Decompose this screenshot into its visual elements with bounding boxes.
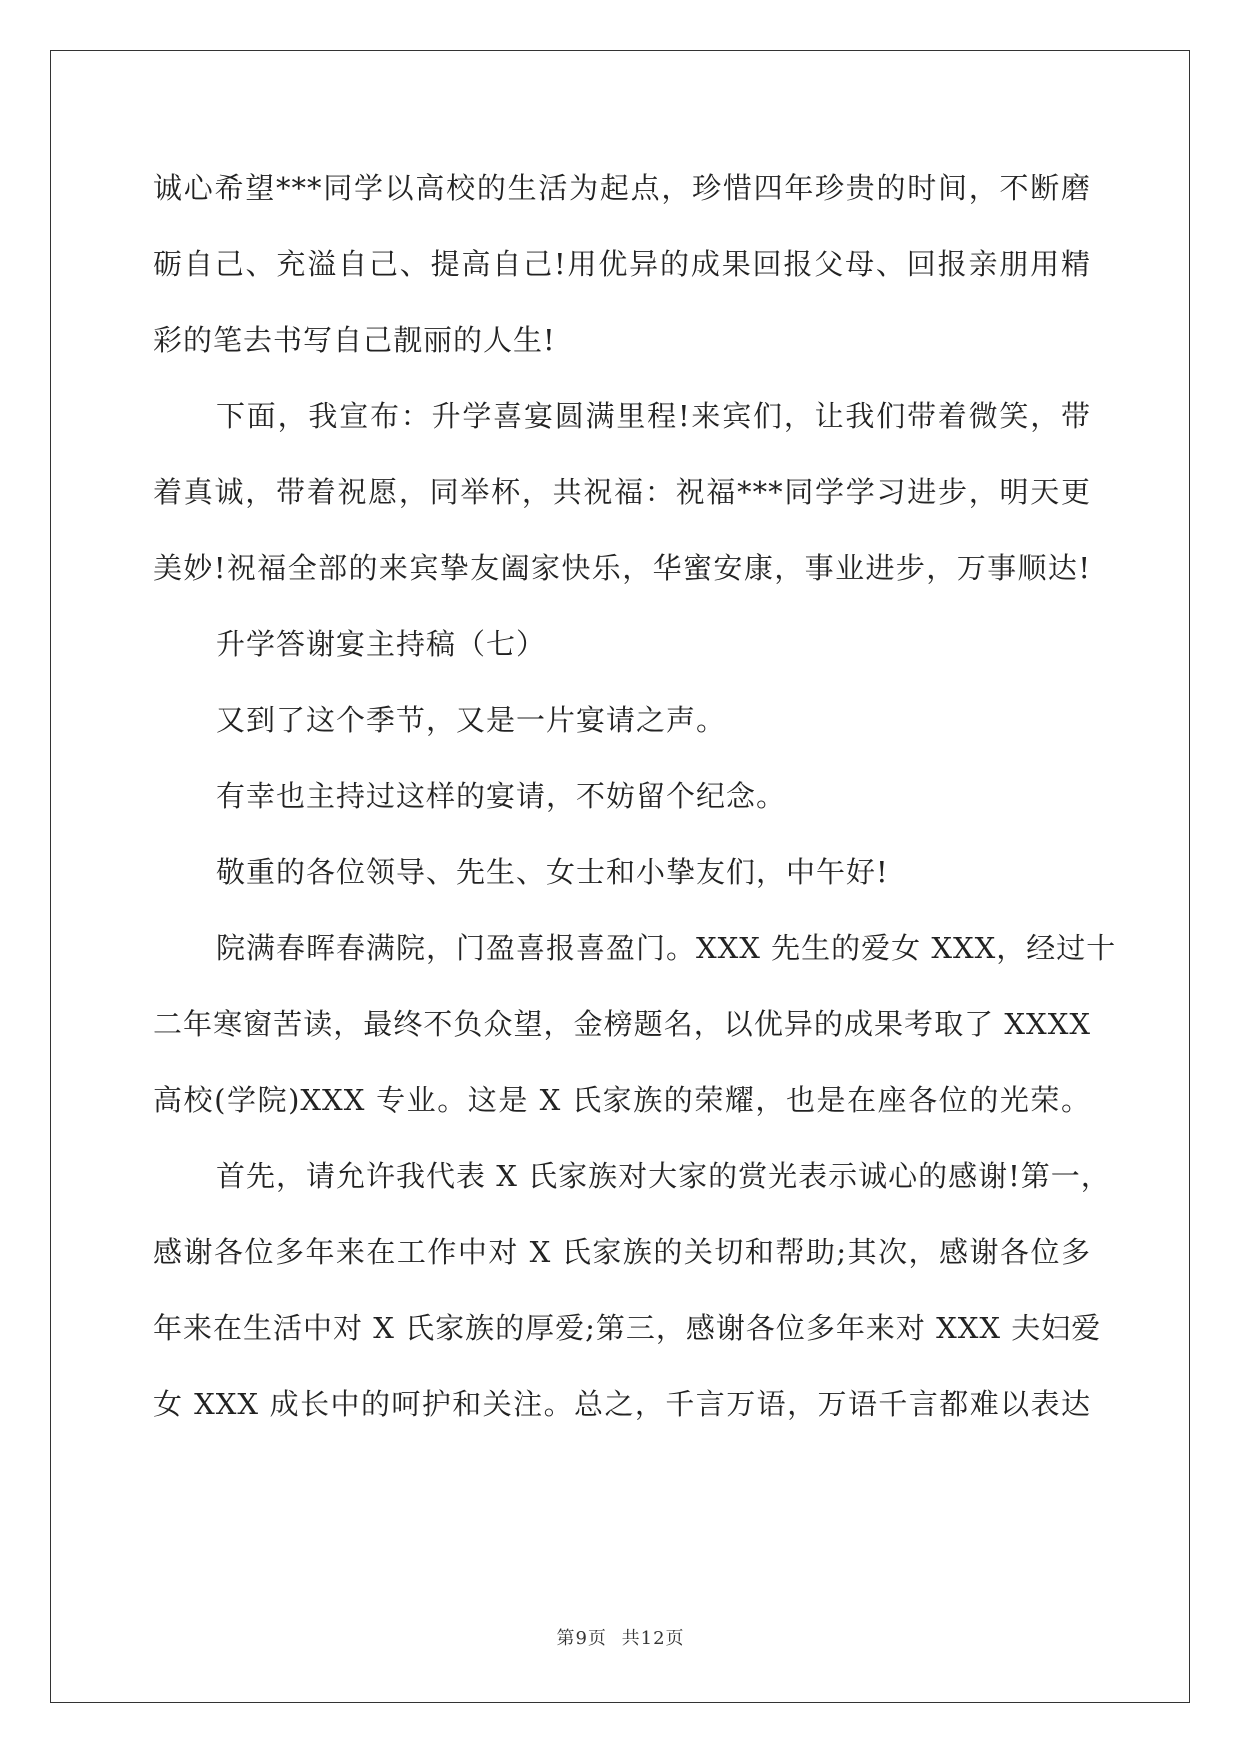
text-line: 着真诚，带着祝愿，同举杯，共祝福：祝福***同学学习进步，明天更 [153, 475, 1091, 509]
document-body [153, 162, 1117, 1454]
text-line: 有幸也主持过这样的宴请，不妨留个纪念。 [216, 779, 787, 813]
text-line: 院满春晖春满院，门盈喜报喜盈门。XXX 先生的爱女 XXX，经过十 [216, 931, 1117, 965]
text-line: 又到了这个季节，又是一片宴请之声。 [216, 703, 727, 737]
page-footer [0, 1624, 1241, 1650]
text-line: 彩的笔去书写自己靓丽的人生! [153, 323, 556, 357]
text-line: 年来在生活中对 X 氏家族的厚爱;第三，感谢各位多年来对 XXX 夫妇爱 [153, 1311, 1102, 1345]
text-line: 砺自己、充溢自己、提高自己!用优异的成果回报父母、回报亲朋用精 [153, 247, 1091, 281]
text-line: 首先，请允许我代表 X 氏家族对大家的赏光表示诚心的感谢!第一， [216, 1159, 1111, 1193]
text-line: 升学答谢宴主持稿（七） [216, 627, 547, 661]
text-line: 二年寒窗苦读，最终不负众望，金榜题名，以优异的成果考取了 XXXX [153, 1007, 1091, 1041]
text-line: 敬重的各位领导、先生、女士和小挚友们，中午好! [216, 855, 889, 889]
text-line: 下面，我宣布：升学喜宴圆满里程!来宾们，让我们带着微笑，带 [216, 399, 1091, 433]
text-line: 高校(学院)XXX 专业。这是 X 氏家族的荣耀，也是在座各位的光荣。 [153, 1083, 1091, 1117]
text-line: 诚心希望***同学以高校的生活为起点，珍惜四年珍贵的时间，不断磨 [153, 171, 1091, 205]
page-total: 共12页 [621, 1628, 685, 1649]
text-line: 美妙!祝福全部的来宾挚友阖家快乐，华蜜安康，事业进步，万事顺达! [153, 551, 1091, 585]
text-line: 女 XXX 成长中的呵护和关注。总之，千言万语，万语千言都难以表达 [153, 1387, 1091, 1421]
text-line: 感谢各位多年来在工作中对 X 氏家族的关切和帮助;其次，感谢各位多 [153, 1235, 1091, 1269]
page-number: 第9页 [556, 1628, 607, 1649]
